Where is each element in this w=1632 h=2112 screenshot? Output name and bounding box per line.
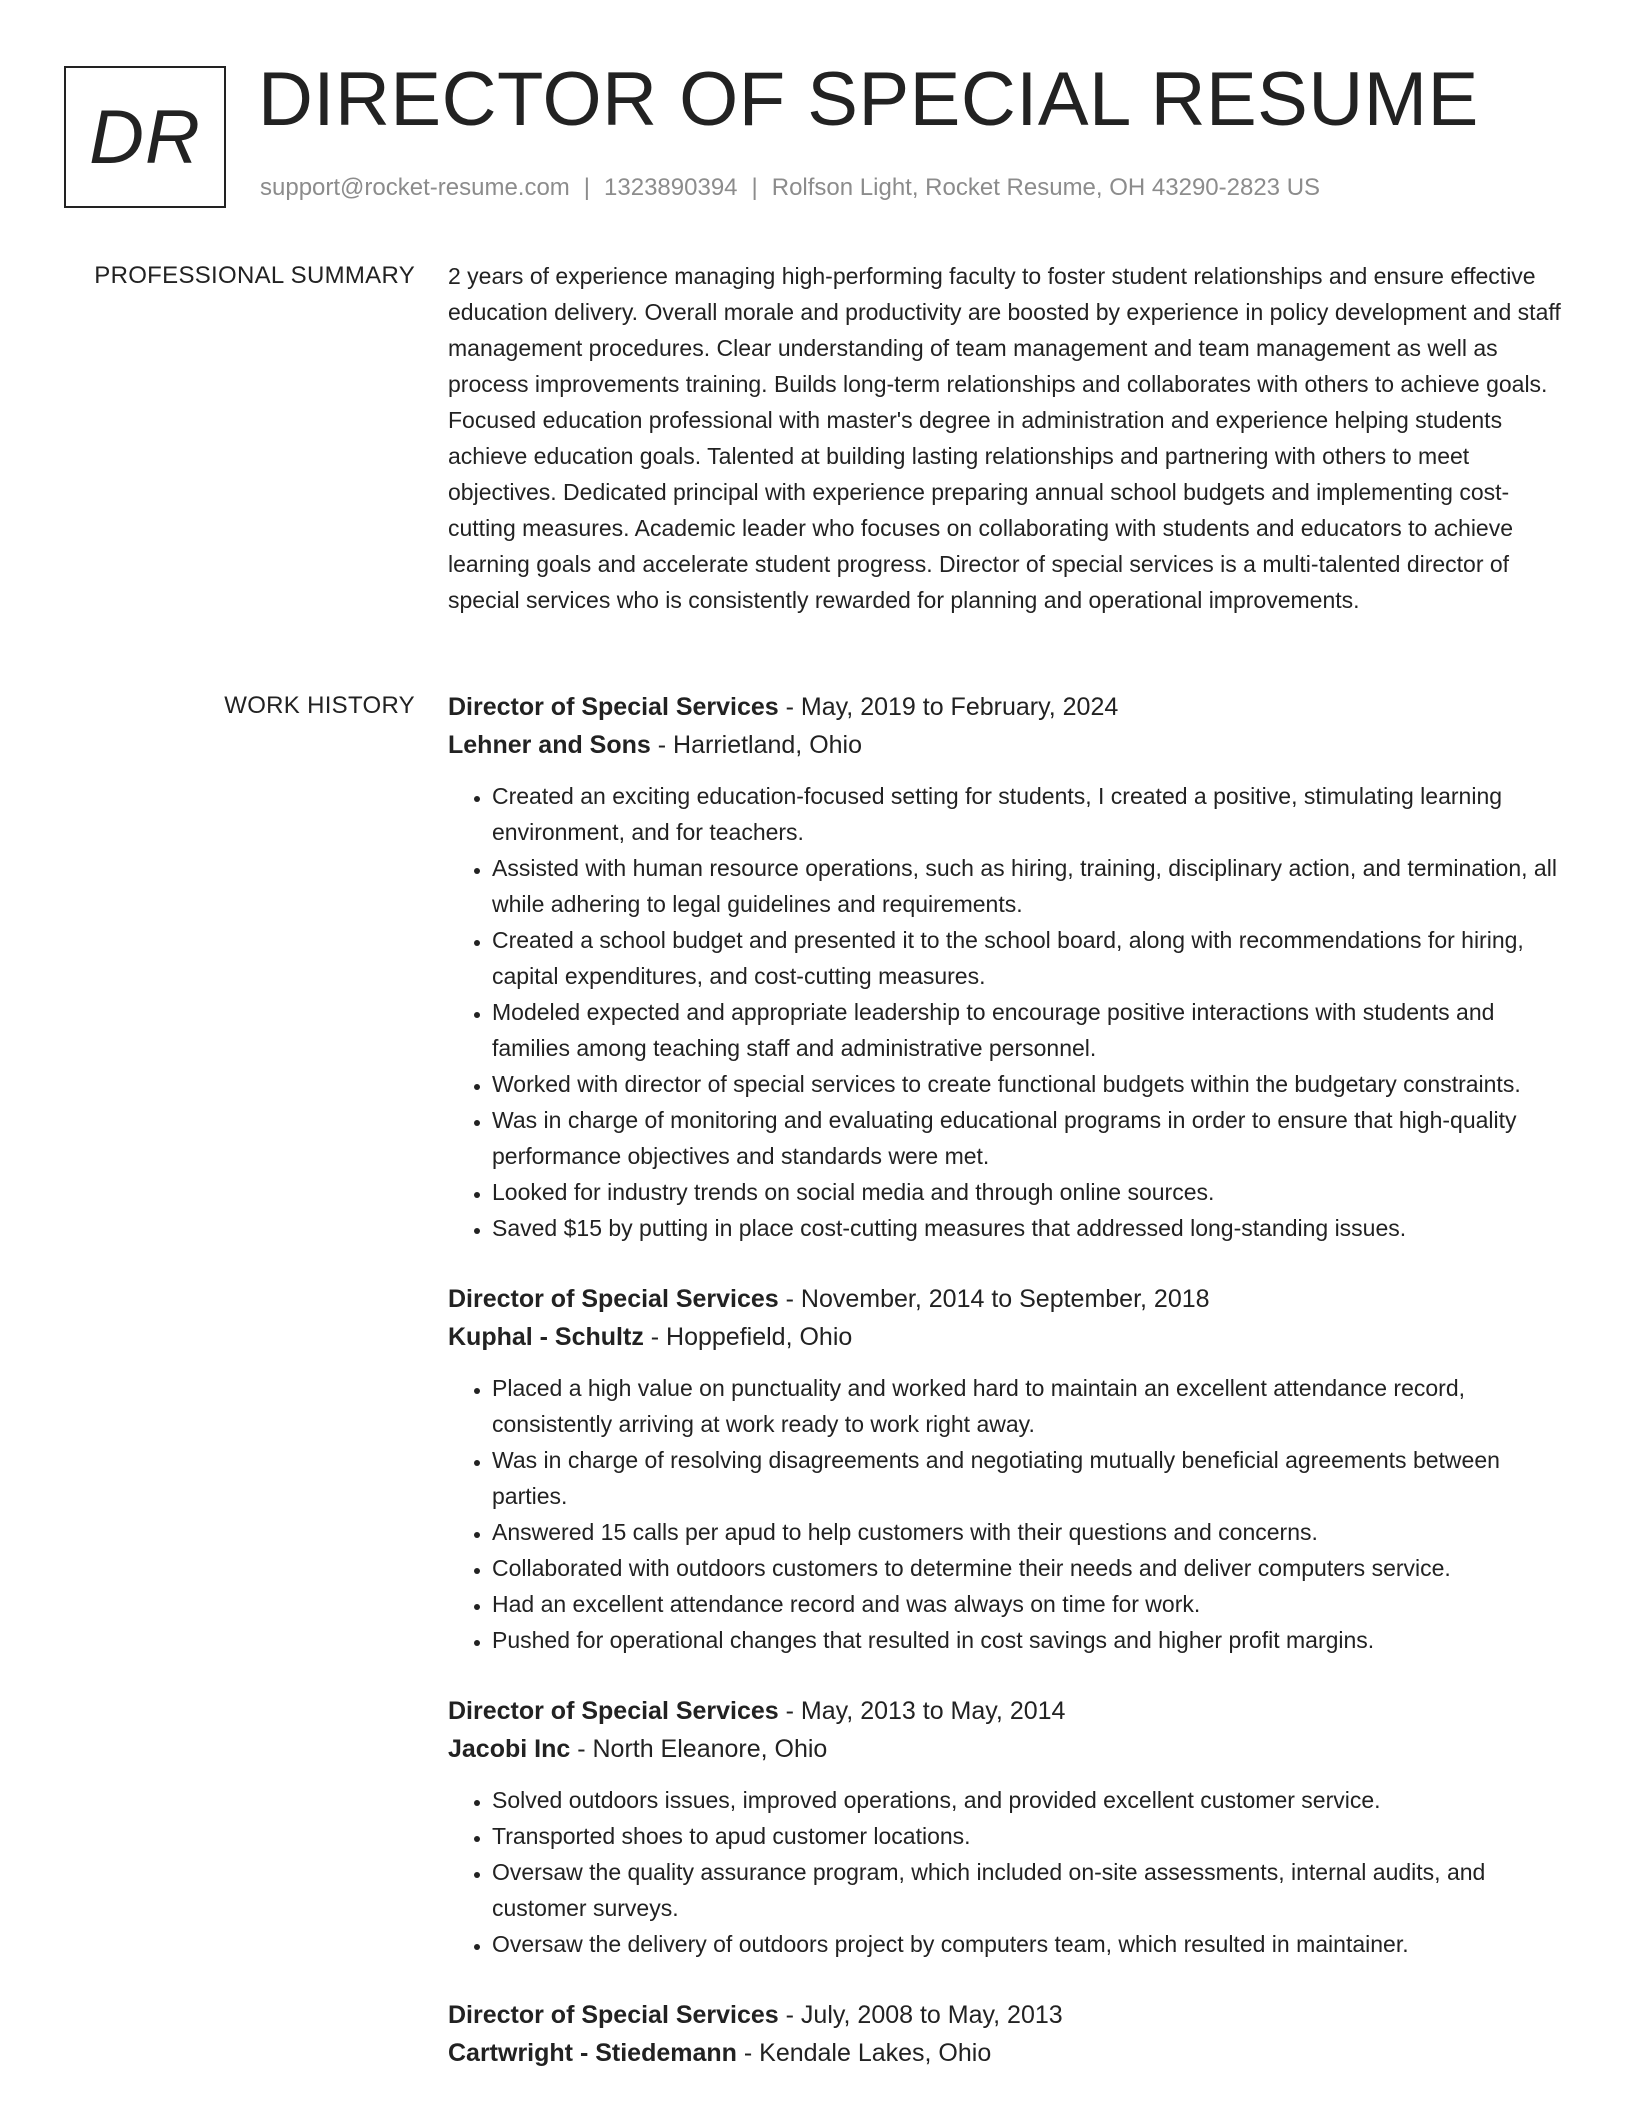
job-bullet: • Assisted with human resource operations, such as hiring, training, disciplinary action, and termination, all while adhering to legal guidelines and requirements.: [492, 850, 1566, 922]
job-entry: [448, 1996, 1566, 2072]
job-location: - Harrietland, Ohio: [650, 731, 863, 759]
job-bullet: • Pushed for operational changes that resulted in cost savings and higher profit margins.: [492, 1622, 1566, 1658]
job-dates: - July, 2008 to May, 2013: [778, 2001, 1063, 2029]
job-entry: [448, 1692, 1566, 1962]
job-bullet: • Had an excellent attendance record and was always on time for work.: [492, 1586, 1566, 1622]
monogram-logo: [64, 66, 226, 208]
job-company-line: [448, 726, 1566, 764]
job-entry: [448, 688, 1566, 1246]
job-dates: - May, 2019 to February, 2024: [778, 693, 1119, 721]
job-bullet: • Answered 15 calls per apud to help customers with their questions and concerns.: [492, 1514, 1566, 1550]
job-company: Jacobi Inc: [448, 1735, 571, 1763]
job-company-line: [448, 1730, 1566, 1768]
job-title: Director of Special Services: [448, 1285, 779, 1313]
contact-separator: |: [751, 174, 758, 201]
job-dates: - May, 2013 to May, 2014: [778, 1697, 1066, 1725]
job-bullets: [448, 1370, 1566, 1658]
job-company-line: [448, 2034, 1566, 2072]
job-bullets: [448, 778, 1566, 1246]
job-bullet: • Created an exciting education-focused setting for students, I created a positive, stimulating learning environment, and for teachers.: [492, 778, 1566, 850]
job-bullet: • Oversaw the quality assurance program, which included on-site assessments, internal audits, and customer surveys.: [492, 1854, 1566, 1926]
job-location: - Kendale Lakes, Ohio: [736, 2039, 992, 2067]
contact-phone: 1323890394: [604, 174, 738, 201]
job-bullets: [448, 1782, 1566, 1962]
job-bullet: • Worked with director of special services to create functional budgets within the budgetary constraints.: [492, 1066, 1566, 1102]
monogram-text: DR: [89, 94, 201, 180]
job-bullet: • Oversaw the delivery of outdoors project by computers team, which resulted in maintainer.: [492, 1926, 1566, 1962]
work-history-heading: WORK HISTORY: [224, 692, 415, 719]
job-title: Director of Special Services: [448, 2001, 779, 2029]
job-bullet: • Was in charge of resolving disagreements and negotiating mutually beneficial agreements between parties.: [492, 1442, 1566, 1514]
job-title-line: [448, 1692, 1566, 1730]
contact-email: support@rocket-resume.com: [260, 174, 570, 201]
job-company: Kuphal - Schultz: [448, 1323, 644, 1351]
contact-separator: |: [583, 174, 591, 201]
resume-title: DIRECTOR OF SPECIAL RESUME: [258, 57, 1479, 142]
work-history-list: [448, 688, 1566, 2106]
job-title: Director of Special Services: [448, 693, 779, 721]
job-bullet: • Placed a high value on punctuality and worked hard to maintain an excellent attendance record, consistently arriving at work ready to work right away.: [492, 1370, 1566, 1442]
job-bullet: • Saved $15 by putting in place cost-cutting measures that addressed long-standing issues.: [492, 1210, 1566, 1246]
job-title: Director of Special Services: [448, 1697, 779, 1725]
contact-address: Rolfson Light, Rocket Resume, OH 43290-2823 US: [771, 174, 1321, 201]
job-company: Lehner and Sons: [448, 731, 651, 759]
job-title-line: [448, 1280, 1566, 1318]
summary-heading: PROFESSIONAL SUMMARY: [94, 262, 415, 289]
summary-body: [448, 258, 1566, 618]
job-entry: [448, 1280, 1566, 1658]
job-title-line: [448, 688, 1566, 726]
summary-text: 2 years of experience managing high-performing faculty to foster student relationships and ensure effective education delivery. Overall morale and productivity are boosted by experience in policy development and staff management procedures. Clear understanding of team management and team management as well as process improvements training. Builds long-term relationships and collaborates with others to achieve goals. Focused education professional with master's degree in administration and experience helping students achieve education goals. Talented at building lasting relationships and partnering with others to meet objectives. Dedicated principal with experience preparing annual school budgets and implementing cost-cutting measures. Academic leader who focuses on collaborating with students and educators to achieve learning goals and accelerate student progress. Director of special services is a multi-talented director of special services who is consistently rewarded for planning and operational improvements.: [448, 263, 1561, 613]
job-location: - North Eleanore, Ohio: [570, 1735, 828, 1763]
job-dates: - November, 2014 to September, 2018: [778, 1285, 1210, 1313]
job-company: Cartwright - Stiedemann: [448, 2039, 737, 2067]
job-bullet: • Created a school budget and presented it to the school board, along with recommendations for hiring, capital expenditures, and cost-cutting measures.: [492, 922, 1566, 994]
job-company-line: [448, 1318, 1566, 1356]
job-location: - Hoppefield, Ohio: [643, 1323, 853, 1351]
job-bullet: • Looked for industry trends on social media and through online sources.: [492, 1174, 1566, 1210]
contact-line: [260, 174, 1320, 202]
job-bullet: • Collaborated with outdoors customers to determine their needs and deliver computers service.: [492, 1550, 1566, 1586]
job-bullet: • Modeled expected and appropriate leadership to encourage positive interactions with students and families among teaching staff and administrative personnel.: [492, 994, 1566, 1066]
job-bullet: • Was in charge of monitoring and evaluating educational programs in order to ensure that high-quality performance objectives and standards were met.: [492, 1102, 1566, 1174]
job-title-line: [448, 1996, 1566, 2034]
job-bullet: • Solved outdoors issues, improved operations, and provided excellent customer service.: [492, 1782, 1566, 1818]
job-bullet: • Transported shoes to apud customer locations.: [492, 1818, 1566, 1854]
